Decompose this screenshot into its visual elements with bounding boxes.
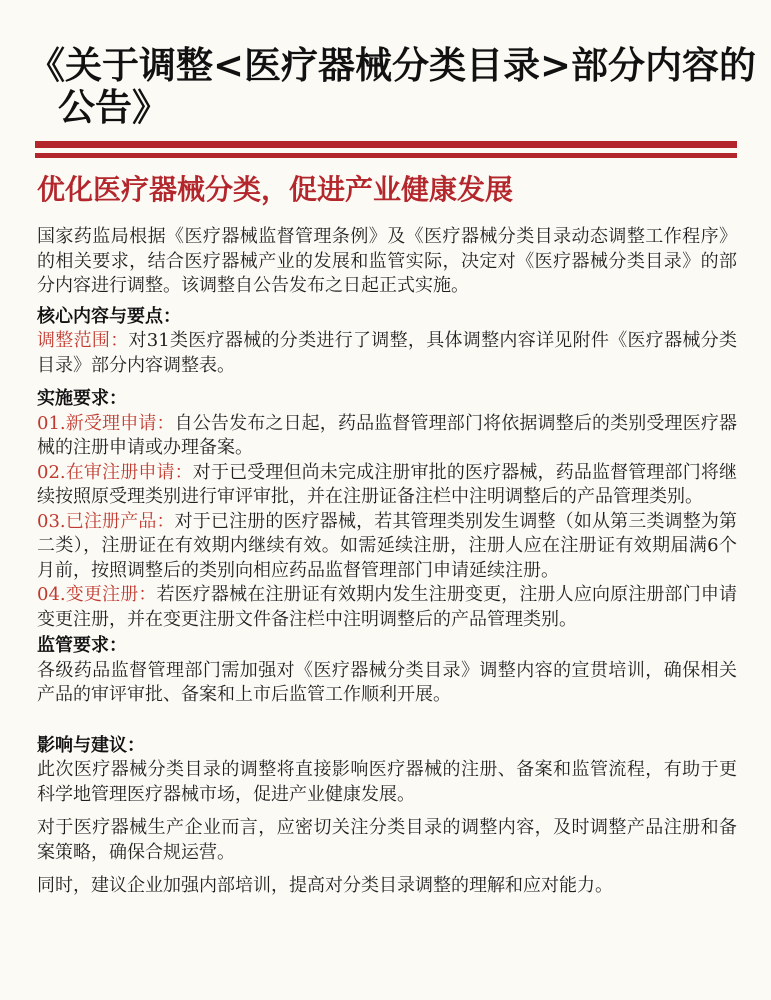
implementation-item-change-registration <box>37 583 737 632</box>
impact-paragraph-2: 对于医疗器械生产企业而言，应密切关注分类目录的调整内容，及时调整产品注册和备案策略，确保合规运营。 <box>37 817 737 863</box>
item-text: 对于已受理但尚未完成注册审批的医疗器械，药品监督管理部门将继续按照原受理类别进行审评审批，并在注册证备注栏中注明调整后的产品管理类别。 <box>37 461 737 507</box>
supervision-heading: 监管要求： <box>37 635 127 656</box>
impact-paragraph-3: 同时，建议企业加强内部培训，提高对分类目录调整的理解和应对能力。 <box>37 875 613 896</box>
implementation-item-new-applications <box>37 412 737 461</box>
page-title-line-2: 公告》 <box>58 85 169 129</box>
announcement-body <box>37 225 737 899</box>
core-item-scope <box>37 329 737 378</box>
core-points-heading: 核心内容与要点： <box>37 305 181 327</box>
page-title-line-1: 《关于调整<医疗器械分类目录>部分内容的 <box>28 43 757 87</box>
impact-paragraph-1: 此次医疗器械分类目录的调整将直接影响医疗器械的注册、备案和监管流程，有助于更科学地管理医疗器械市场，促进产业健康发展。 <box>37 759 737 805</box>
item-label: 02.在审注册申请： <box>37 461 193 483</box>
title-divider-thin <box>35 153 737 158</box>
item-text: 若医疗器械在注册证有效期内发生注册变更，注册人应向原注册部门申请变更注册，并在变更注册文件备注栏中注明调整后的产品管理类别。 <box>37 584 737 630</box>
implementation-item-registered-products <box>37 510 737 584</box>
item-label: 01.新受理申请： <box>37 412 175 434</box>
title-divider-thick <box>35 141 737 148</box>
item-text: 对31类医疗器械的分类进行了调整，具体调整内容详见附件《医疗器械分类目录》部分内容调整表。 <box>37 330 737 376</box>
item-label: 调整范围： <box>37 330 129 351</box>
impact-heading: 影响与建议： <box>37 734 145 756</box>
implementation-item-pending-applications <box>37 461 737 510</box>
intro-paragraph: 国家药监局根据《医疗器械监督管理条例》及《医疗器械分类目录动态调整工作程序》的相关要求，结合医疗器械产业的发展和监管实际，决定对《医疗器械分类目录》的部分内容进行调整。该调整自公告发布之日起正式实施。 <box>37 226 737 296</box>
item-text: 对于已注册的医疗器械，若其管理类别发生调整（如从第三类调整为第二类），注册证在有效期内继续有效。如需延续注册，注册人应在注册证有效期届满6个月前，按照调整后的类别向相应药品监督管理部门申请延续注册。 <box>37 510 737 581</box>
subtitle: 优化医疗器械分类，促进产业健康发展 <box>37 173 514 206</box>
item-label: 03.已注册产品： <box>37 510 175 532</box>
item-label: 04.变更注册： <box>37 584 157 605</box>
supervision-paragraph: 各级药品监督管理部门需加强对《医疗器械分类目录》调整内容的宣贯培训，确保相关产品的审评审批、备案和上市后监管工作顺利开展。 <box>37 659 737 705</box>
implementation-heading: 实施要求： <box>37 388 127 409</box>
item-text: 自公告发布之日起，药品监督管理部门将依据调整后的类别受理医疗器械的注册申请或办理备案。 <box>37 412 737 458</box>
